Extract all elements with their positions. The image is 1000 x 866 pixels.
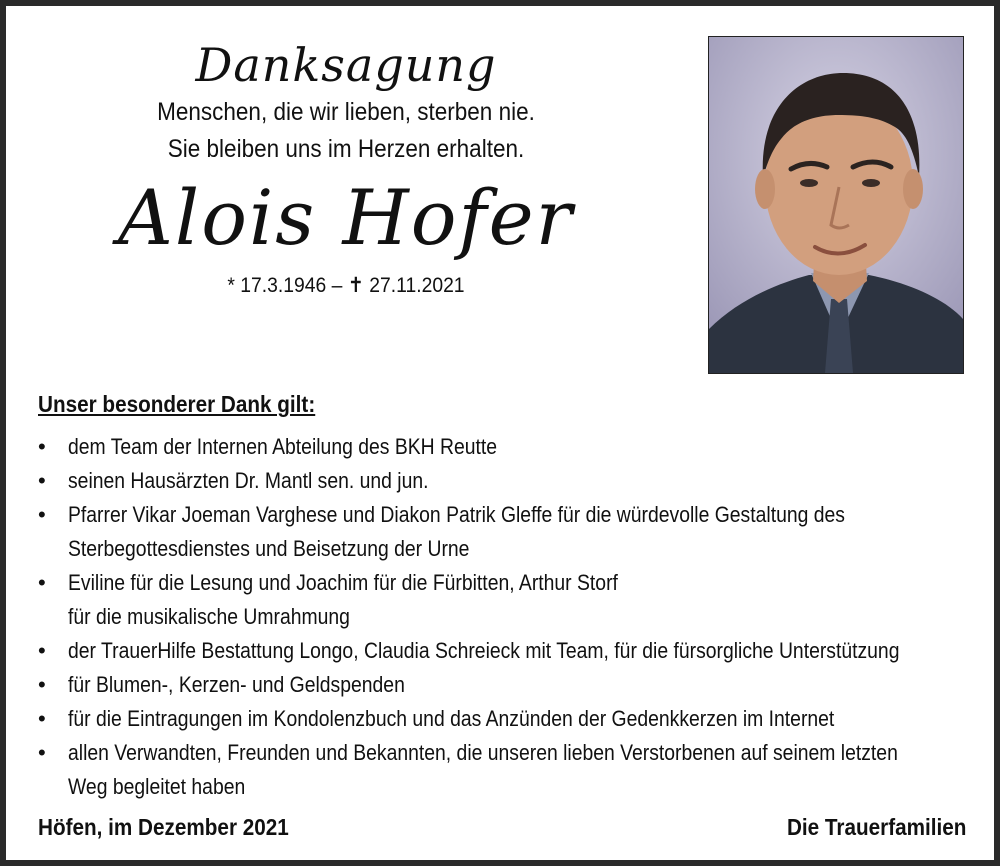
list-item (36, 464, 976, 498)
list-item-text: Pfarrer Vikar Joeman Varghese und Diakon Patrik Gleffe für die würdevolle Gestaltung des (68, 502, 845, 527)
list-item-text: dem Team der Internen Abteilung des BKH Reutte (68, 434, 498, 459)
page-title: Danksagung (195, 38, 497, 92)
list-item (36, 668, 976, 702)
bullet-icon: • (38, 740, 46, 765)
list-item (36, 634, 976, 668)
bullet-icon: • (38, 672, 46, 697)
list-item (36, 736, 976, 804)
list-item (36, 702, 976, 736)
list-item-text: Eviline für die Lesung und Joachim für die Fürbitten, Arthur Storf (68, 570, 618, 595)
bullet-icon: • (38, 468, 46, 493)
bullet-icon: • (38, 570, 46, 595)
list-item (36, 498, 976, 566)
bullet-icon: • (38, 706, 46, 731)
signature: Die Trauerfamilien (786, 814, 966, 840)
life-dates: * 17.3.1946 – ✝ 27.11.2021 (227, 274, 465, 297)
thanks-list (36, 430, 976, 804)
list-item-text: für die musikalische Umrahmung (68, 604, 350, 629)
thanks-heading: Unser besonderer Dank gilt: (38, 391, 316, 417)
list-item-text: für die Eintragungen im Kondolenzbuch und das Anzünden der Gedenkkerzen im Internet (68, 706, 835, 731)
portrait-photo (708, 36, 964, 374)
list-item-text: seinen Hausärzten Dr. Mantl sen. und jun. (68, 468, 429, 493)
list-item (36, 430, 976, 464)
list-item-text: für Blumen-, Kerzen- und Geldspenden (68, 672, 405, 697)
list-item-text: Sterbegottesdienstes und Beisetzung der Urne (68, 536, 470, 561)
bullet-icon: • (38, 638, 46, 663)
header-block (66, 36, 626, 300)
motto-line-1: Menschen, die wir lieben, sterben nie. (157, 98, 535, 126)
list-item (36, 566, 976, 634)
deceased-name: Alois Hofer (118, 173, 574, 262)
motto-line-2: Sie bleiben uns im Herzen erhalten. (167, 135, 525, 163)
bullet-icon: • (38, 502, 46, 527)
portrait-photo-icon (709, 37, 963, 373)
list-item-text: der TrauerHilfe Bestattung Longo, Claudia Schreieck mit Team, für die fürsorgliche Unterstützung (68, 638, 900, 663)
list-item-text: allen Verwandten, Freunden und Bekannten, die unseren lieben Verstorbenen auf seinem letzten (68, 740, 898, 765)
list-item-text: Weg begleitet haben (68, 774, 246, 799)
place-date: Höfen, im Dezember 2021 (38, 814, 289, 840)
bullet-icon: • (38, 434, 46, 459)
